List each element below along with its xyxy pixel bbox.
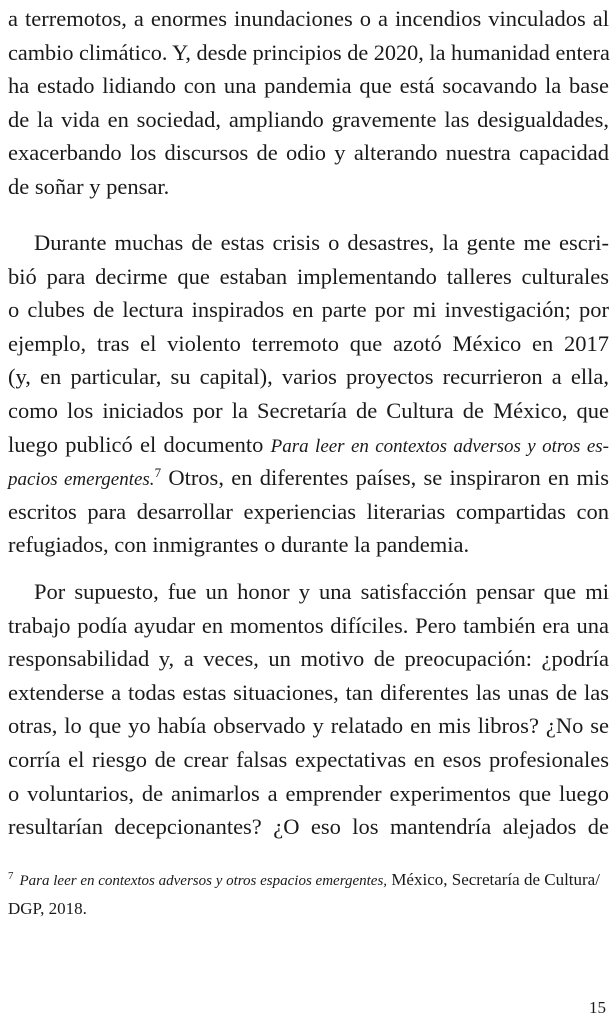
paragraph-3 (8, 575, 609, 844)
text-run: Otros, en diferentes países, se inspiraron en mis (161, 465, 609, 491)
text-line: responsabilidad y, a veces, un motivo de preocupación: ¿podría (8, 646, 609, 672)
text-line: Durante muchas de estas crisis o desastres, la gente me escri- (34, 230, 609, 255)
footnote-line (8, 865, 609, 894)
text-line: como los iniciados por la Secretaría de Cultura de México, que (8, 397, 609, 423)
text-line: bió para decirme que estaban implementando talleres culturales (8, 263, 609, 289)
text-line: (y, en particular, su capital), varios proyectos recurrieron a ella, (8, 364, 609, 390)
text-line: cambio climático. Y, desde principios de 2020, la humanidad entera (8, 39, 610, 65)
text-line (8, 428, 609, 462)
footnote-line: DGP, 2018. (8, 899, 87, 918)
text-line: ha estado lidiando con una pandemia que está socavando la base (8, 73, 609, 99)
text-line: de la vida en sociedad, ampliando gravemente las desigualdades, (8, 106, 609, 132)
text-line: otras, lo que yo había observado y relatado en mis libros? ¿No se (8, 713, 609, 739)
text-line: de soñar y pensar. (8, 173, 170, 199)
text-line: trabajo podía ayudar en momentos difíciles. Pero también era una (8, 612, 609, 638)
italic-title: pacios emergentes. (8, 469, 155, 491)
text-line: exacerbando los discursos de odio y alterando nuestra capacidad (8, 140, 609, 166)
italic-title: Para leer en contextos adversos y otros es- (270, 435, 609, 457)
text-line: ejemplo, tras el violento terremoto que azotó México en 2017 (8, 330, 609, 356)
paragraph-2 (8, 226, 609, 562)
text-line: escritos para desarrollar experiencias literarias compartidas con (8, 498, 609, 524)
text-line: refugiados, con inmigrantes o durante la pandemia. (8, 532, 470, 558)
paragraph-1 (8, 2, 609, 204)
page-number: 15 (589, 998, 606, 1017)
footnote-number: 7 (8, 870, 14, 882)
text-line (8, 461, 609, 495)
text-line: a terremotos, a enormes inundaciones o a incendios vinculados al (8, 6, 609, 31)
text-line: corría el riesgo de crear falsas expectativas en esos profesionales (8, 746, 609, 772)
footnote-reference: 7 (154, 465, 162, 481)
text-run: luego publicó el documento (8, 431, 271, 457)
text-line: o clubes de lectura inspirados en parte por mi investigación; por (8, 297, 609, 323)
text-line: resultarían decepcionantes? ¿O eso los mantendría alejados de (8, 814, 609, 840)
text-line: o voluntarios, de animarlos a emprender experimentos que luego (8, 780, 609, 806)
footnote-text: México, Secretaría de Cultura/ (387, 870, 600, 889)
text-line: extenderse a todas estas situaciones, tan diferentes las unas de las (8, 679, 609, 705)
footnote-title: Para leer en contextos adversos y otros espacios emergentes, (19, 873, 388, 889)
footnote (8, 865, 609, 923)
text-line: Por supuesto, fue un honor y una satisfacción pensar que mi (34, 579, 609, 604)
